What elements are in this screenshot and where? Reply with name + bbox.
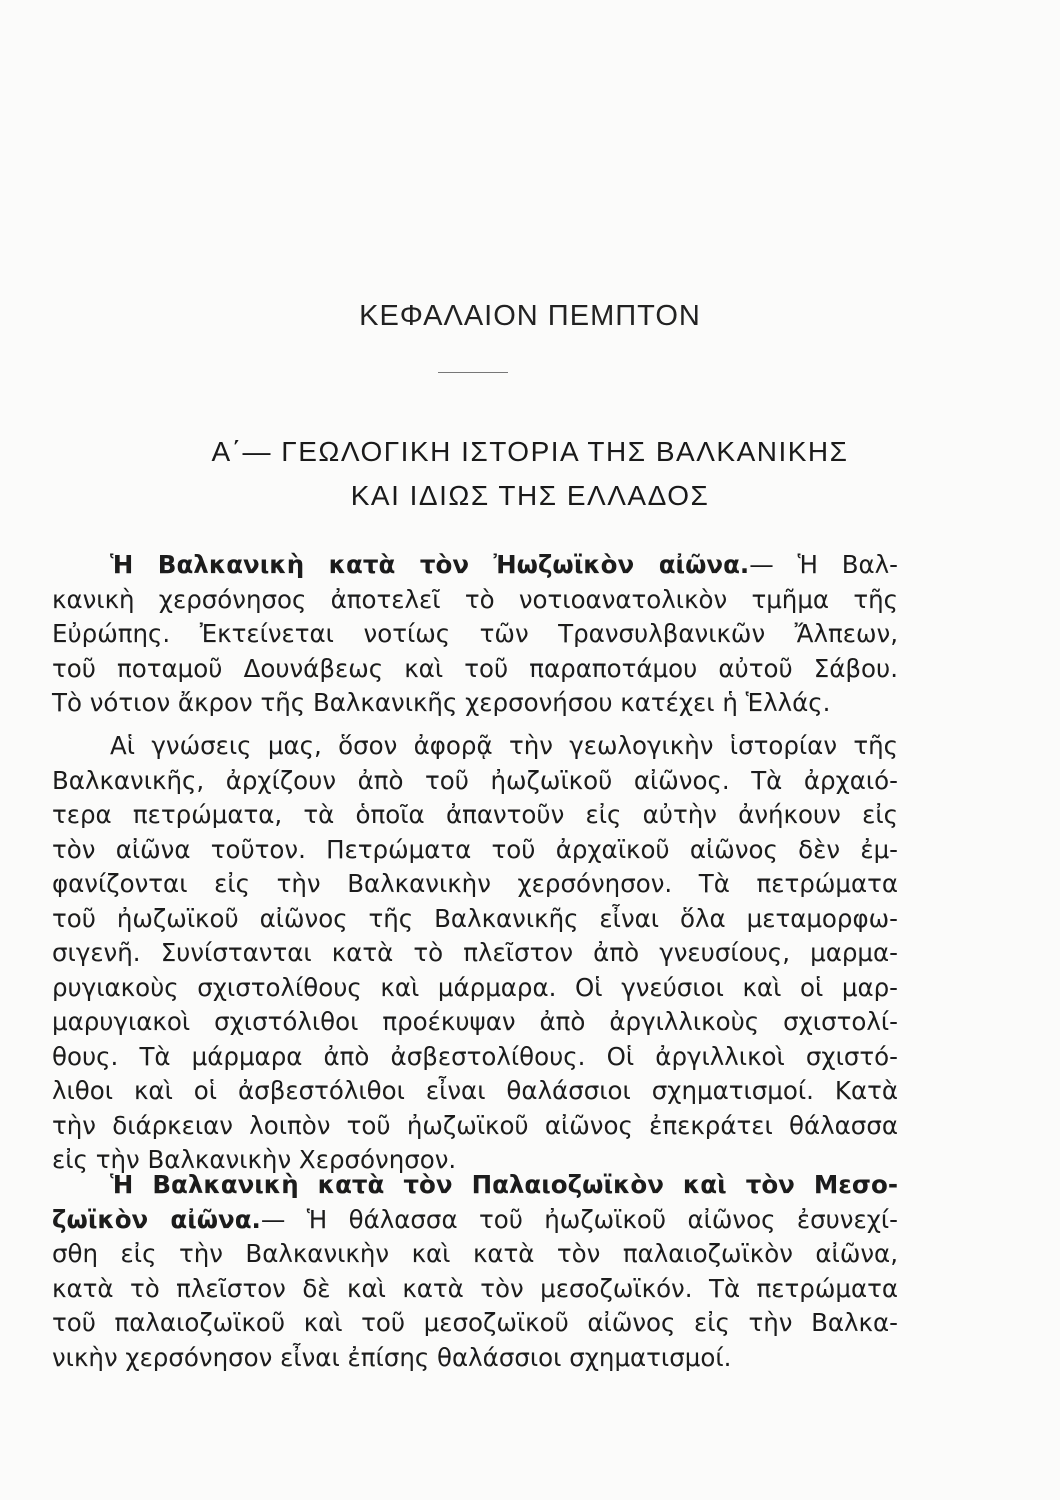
paragraph-line: θους. Τὰ μάρμαρα ἀπὸ ἀσβεστολίθους. Οἱ ἀργιλλικοὶ σχιστό- bbox=[52, 1041, 898, 1071]
paragraph-line bbox=[52, 1203, 898, 1238]
paragraph-line: Εὐρώπης. Ἐκτείνεται νοτίως τῶν Τρανσυλβανικῶν Ἄλπεων, bbox=[52, 619, 898, 648]
paragraph-line: τοῦ ποταμοῦ Δουνάβεως καὶ τοῦ παραποτάμου αὐτοῦ Σάβου. bbox=[52, 653, 898, 683]
paragraph-text: — Ἡ Βαλ- bbox=[749, 550, 898, 579]
paragraph-line: τὴν διάρκειαν λοιπὸν τοῦ ἠωζωϊκοῦ αἰῶνος ἐπεκράτει θάλασσα bbox=[52, 1110, 898, 1140]
paragraph-1 bbox=[52, 548, 898, 721]
paragraph-3 bbox=[52, 1168, 898, 1375]
section-title-line-1: Α΄— ΓΕΩΛΟΓΙΚΗ ΙΣΤΟΡΙΑ ΤΗΣ ΒΑΛΚΑΝΙΚΗΣ bbox=[211, 436, 849, 467]
paragraph-line: σιγενῆ. Συνίστανται κατὰ τὸ πλεῖστον ἀπὸ γνευσίους, μαρμα- bbox=[52, 938, 898, 967]
paragraph-2 bbox=[52, 729, 898, 1178]
chapter-title: ΚΕΦΑΛΑΙΟΝ ΠΕΜΠΤΟΝ bbox=[359, 300, 701, 332]
paragraph-line: τοῦ ἠωζωϊκοῦ αἰῶνος τῆς Βαλκανικῆς εἶναι ὅλα μεταμορφω- bbox=[52, 903, 898, 933]
paragraph-line: κανικὴ χερσόνησος ἀποτελεῖ τὸ νοτιοανατολικὸν τμῆμα τῆς bbox=[52, 584, 898, 614]
paragraph-heading: Ἡ Βαλκανικὴ κατὰ τὸν Ἠωζωϊκὸν αἰῶνα. bbox=[110, 550, 750, 579]
paragraph-line: φανίζονται εἰς τὴν Βαλκανικὴν χερσόνησον. Τὰ πετρώματα bbox=[52, 869, 898, 898]
title-divider bbox=[438, 372, 508, 373]
paragraph-line: Βαλκανικῆς, ἀρχίζουν ἀπὸ τοῦ ἠωζωϊκοῦ αἰῶνος. Τὰ ἀρχαιό- bbox=[52, 765, 898, 795]
paragraph-line: λιθοι καὶ οἱ ἀσβεστόλιθοι εἶναι θαλάσσιοι σχηματισμοί. Κατὰ bbox=[52, 1076, 898, 1105]
paragraph-heading: Ἡ Βαλκανικὴ κατὰ τὸν Παλαιοζωϊκὸν καὶ τὸν Μεσο- bbox=[110, 1170, 898, 1199]
section-title-line-2: ΚΑΙ ΙΔΙΩΣ ΤΗΣ ΕΛΛΑΔΟΣ bbox=[350, 480, 710, 511]
paragraph-line: τερα πετρώματα, τὰ ὁποῖα ἀπαντοῦν εἰς αὐτὴν ἀνήκουν εἰς bbox=[52, 800, 898, 829]
paragraph-line: ρυγιακοὺς σχιστολίθους καὶ μάρμαρα. Οἱ γνεύσιοι καὶ οἱ μαρ- bbox=[52, 972, 898, 1002]
paragraph-line: σθη εἰς τὴν Βαλκανικὴν καὶ κατὰ τὸν παλαιοζωϊκὸν αἰῶνα, bbox=[52, 1239, 898, 1268]
paragraph-line bbox=[52, 548, 898, 583]
paragraph-line: Τὸ νότιον ἄκρον τῆς Βαλκανικῆς χερσονήσου κατέχει ἡ Ἑλλάς. bbox=[52, 688, 831, 717]
paragraph-line: κατὰ τὸ πλεῖστον δὲ καὶ κατὰ τὸν μεσοζωϊκόν. Τὰ πετρώματα bbox=[52, 1273, 898, 1303]
paragraph-heading: ζωϊκὸν αἰῶνα. bbox=[52, 1204, 261, 1234]
paragraph-line: μαρυγιακοὶ σχιστόλιθοι προέκυψαν ἀπὸ ἀργιλλικοὺς σχιστολί- bbox=[52, 1007, 898, 1036]
paragraph-line: εἰς τὴν Βαλκανικὴν Χερσόνησον. bbox=[52, 1145, 457, 1174]
paragraph-text: — Ἡ θάλασσα τοῦ ἠωζωϊκοῦ αἰῶνος ἐσυνεχί- bbox=[260, 1204, 898, 1234]
paragraph-line: νικὴν χερσόνησον εἶναι ἐπίσης θαλάσσιοι σχηματισμοί. bbox=[52, 1342, 732, 1372]
paragraph-line: τοῦ παλαιοζωϊκοῦ καὶ τοῦ μεσοζωϊκοῦ αἰῶνος εἰς τὴν Βαλκα- bbox=[52, 1308, 898, 1337]
paragraph-line: τὸν αἰῶνα τοῦτον. Πετρώματα τοῦ ἀρχαϊκοῦ αἰῶνος δὲν ἐμ- bbox=[52, 834, 898, 864]
paragraph-line: Αἱ γνώσεις μας, ὅσον ἀφορᾷ τὴν γεωλογικὴν ἱστορίαν τῆς bbox=[110, 731, 898, 760]
